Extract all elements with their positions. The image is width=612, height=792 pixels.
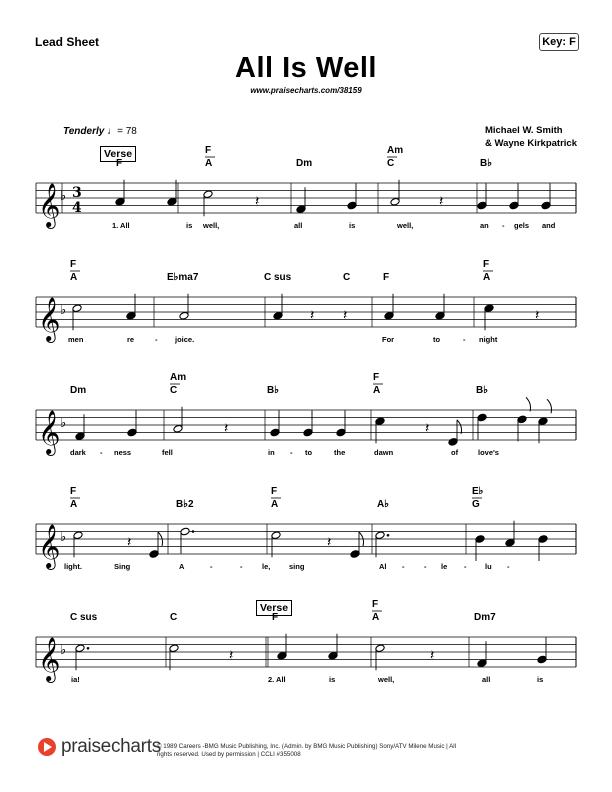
key-label: Key: F [539, 33, 579, 51]
chord-top: F [483, 259, 490, 270]
note-head [336, 428, 346, 437]
time-signature-bottom: 4 [72, 200, 82, 216]
lyric-syllable: sing [289, 562, 305, 571]
note-head [273, 311, 283, 320]
note-head [75, 432, 85, 441]
chord-top: F [70, 486, 77, 497]
chord-top: Am [387, 145, 404, 156]
note-head [475, 535, 485, 544]
chord-symbol: B♭ [480, 158, 492, 169]
note-head [484, 304, 494, 313]
lyric-syllable: re [127, 335, 135, 344]
note-head [435, 311, 445, 320]
lyric-syllable: - [290, 448, 293, 457]
chord-symbol: B♭ [476, 385, 488, 396]
chord-symbol: E♭ma7 [167, 272, 199, 283]
flat-key-signature-icon: ♭ [60, 189, 67, 204]
note-head [72, 304, 82, 313]
chord-symbol: C [170, 385, 178, 396]
note-head [271, 531, 281, 540]
lyric-syllable: le, [262, 562, 271, 571]
rest-icon: 𝄽 [255, 193, 260, 210]
note-head [328, 651, 338, 660]
note-head [541, 201, 551, 210]
lyric-syllable: ia! [71, 675, 80, 684]
chord-symbol: A [70, 499, 78, 510]
note-head [505, 538, 515, 547]
rest-icon: 𝄽 [343, 307, 348, 324]
lyric-syllable: - [464, 562, 467, 571]
chord-symbol: C [170, 612, 178, 623]
note-head [390, 197, 400, 206]
lyric-syllable: le [441, 562, 448, 571]
chord-top: F [271, 486, 278, 497]
rest-icon: 𝄽 [229, 647, 234, 664]
treble-clef-icon: 𝄞 [38, 410, 61, 454]
rest-icon: 𝄽 [430, 647, 435, 664]
note-head [149, 550, 159, 559]
lyric-syllable: - [240, 562, 243, 571]
lyric-syllable: and [542, 221, 556, 230]
lyric-syllable: to [433, 335, 441, 344]
lyric-syllable: is [349, 221, 356, 230]
note-head [126, 311, 136, 320]
rest-icon: 𝄽 [327, 534, 332, 551]
chord-symbol: G [472, 499, 480, 510]
time-signature-top: 3 [72, 185, 82, 201]
lyric-syllable: fell [162, 448, 173, 457]
treble-clef-icon: 𝄞 [38, 524, 61, 568]
lyric-syllable: - [463, 335, 466, 344]
chord-symbol: A♭ [377, 499, 389, 510]
chord-top: F [372, 599, 379, 610]
lyric-syllable: light. [64, 562, 82, 571]
lyric-syllable: gels [514, 221, 530, 230]
note-head [303, 428, 313, 437]
rest-icon: 𝄽 [535, 307, 540, 324]
chord-symbol: Dm [70, 385, 87, 396]
lyric-syllable: well, [203, 221, 220, 230]
note-head [477, 413, 487, 422]
flat-key-signature-icon: ♭ [60, 416, 67, 431]
note-head [375, 531, 385, 540]
lyric-syllable: the [334, 448, 346, 457]
rest-icon: 𝄽 [310, 307, 315, 324]
lyric-syllable: night [479, 335, 498, 344]
lyric-syllable: - [100, 448, 103, 457]
lyric-syllable: 2. All [268, 675, 286, 684]
note-head [509, 201, 519, 210]
lyric-syllable: to [305, 448, 313, 457]
note-head [375, 417, 385, 426]
composer-line-2: & Wayne Kirkpatrick [484, 138, 577, 149]
rest-icon: 𝄽 [224, 420, 229, 437]
lyric-syllable: well, [397, 221, 414, 230]
chord-symbol: Dm [296, 158, 313, 169]
rest-icon: 𝄽 [439, 193, 444, 210]
lyric-syllable: - [210, 562, 213, 571]
song-url[interactable]: www.praisecharts.com/38159 [250, 86, 362, 95]
lyric-syllable: love's [478, 448, 499, 457]
chord-top: F [373, 372, 380, 383]
doc-type-label: Lead Sheet [35, 35, 100, 49]
lyric-syllable: in [268, 448, 275, 457]
lyric-syllable: is [537, 675, 544, 684]
chord-symbol: C sus [264, 272, 292, 283]
section-label-verse-2: Verse [256, 600, 292, 616]
note-head [537, 655, 547, 664]
flat-key-signature-icon: ♭ [60, 303, 67, 318]
dot [387, 534, 390, 537]
lyric-syllable: is [329, 675, 336, 684]
note-head [538, 535, 548, 544]
lyric-syllable: A [179, 562, 185, 571]
note-head [127, 428, 137, 437]
note-head [167, 197, 177, 206]
chord-symbol: A [70, 272, 78, 283]
chord-symbol: C [343, 272, 351, 283]
dot [87, 647, 90, 650]
dot [192, 530, 195, 533]
chord-symbol: A [483, 272, 491, 283]
lyric-syllable: dark [70, 448, 86, 457]
rest-icon: 𝄽 [425, 420, 430, 437]
note-head [203, 190, 213, 199]
lyric-syllable: - [424, 562, 427, 571]
flag [547, 399, 552, 413]
chord-symbol: B♭ [267, 385, 279, 396]
treble-clef-icon: 𝄞 [38, 183, 61, 227]
lyric-syllable: well, [378, 675, 395, 684]
lyric-syllable: of [451, 448, 459, 457]
lyric-syllable: 1. All [112, 221, 130, 230]
note-head [296, 205, 306, 214]
flat-key-signature-icon: ♭ [60, 530, 67, 545]
chord-top: E♭ [472, 486, 484, 497]
chord-top: Am [170, 372, 187, 383]
note-head [517, 415, 527, 424]
praisecharts-logo-text[interactable]: praisecharts [61, 736, 161, 757]
note-head [179, 311, 189, 320]
treble-clef-icon: 𝄞 [38, 297, 61, 341]
lyric-syllable: For [382, 335, 395, 344]
lyric-syllable: - [502, 221, 505, 230]
note-head [448, 438, 458, 447]
song-title: All Is Well [235, 52, 377, 84]
note-head [350, 550, 360, 559]
lyric-syllable: - [402, 562, 405, 571]
lyric-syllable: Al [379, 562, 387, 571]
note-head [115, 197, 125, 206]
note-head [347, 201, 357, 210]
section-label-verse-1: Verse [100, 146, 136, 162]
note-head [477, 659, 487, 668]
lyric-syllable: - [155, 335, 158, 344]
chord-symbol: B♭2 [176, 499, 194, 510]
praisecharts-logo-icon[interactable] [37, 737, 57, 762]
copyright-notice: © 1989 Careers -BMG Music Publishing, Inc. (Admin. by BMG Music Publishing) Sony/ATV Milene Music | All rights reserved. Used by permission | CCLI #355008 [157, 743, 457, 758]
chord-symbol: Dm7 [474, 612, 496, 623]
note-head [277, 651, 287, 660]
rest-icon: 𝄽 [127, 534, 132, 551]
chord-symbol: A [271, 499, 279, 510]
lyric-syllable: - [507, 562, 510, 571]
tempo-text: Tenderly [63, 126, 105, 137]
lyric-syllable: ness [114, 448, 132, 457]
chord-symbol: A [205, 158, 213, 169]
note-head [477, 201, 487, 210]
note-head [73, 531, 83, 540]
lyric-syllable: dawn [374, 448, 394, 457]
flat-key-signature-icon: ♭ [60, 643, 67, 658]
chord-top: F [70, 259, 77, 270]
quarter-note-icon: ♩ [107, 126, 118, 137]
lyric-syllable: an [480, 221, 489, 230]
lyric-syllable: is [186, 221, 193, 230]
lyric-syllable: Sing [114, 562, 131, 571]
chord-symbol: F [383, 272, 390, 283]
tempo-value: = 78 [117, 126, 137, 137]
note-head [173, 424, 183, 433]
flag [457, 420, 462, 434]
note-head [169, 644, 179, 653]
note-head [270, 428, 280, 437]
chord-symbol: A [372, 612, 380, 623]
chord-symbol: C [387, 158, 395, 169]
note-head [375, 644, 385, 653]
lyric-syllable: all [294, 221, 303, 230]
lyric-syllable: lu [485, 562, 492, 571]
note-head [180, 527, 190, 536]
composer-line-1: Michael W. Smith [484, 125, 563, 136]
chord-top: F [205, 145, 212, 156]
chord-symbol: A [373, 385, 381, 396]
flag [526, 397, 531, 411]
chord-symbol: F [272, 612, 279, 623]
lyric-syllable: all [482, 675, 491, 684]
lyric-syllable: men [68, 335, 84, 344]
note-head [75, 644, 85, 653]
note-head [384, 311, 394, 320]
note-head [538, 417, 548, 426]
lyric-syllable: joice. [175, 335, 195, 344]
chord-symbol: C sus [70, 612, 98, 623]
treble-clef-icon: 𝄞 [38, 637, 61, 681]
chord-symbol: F [116, 158, 123, 169]
